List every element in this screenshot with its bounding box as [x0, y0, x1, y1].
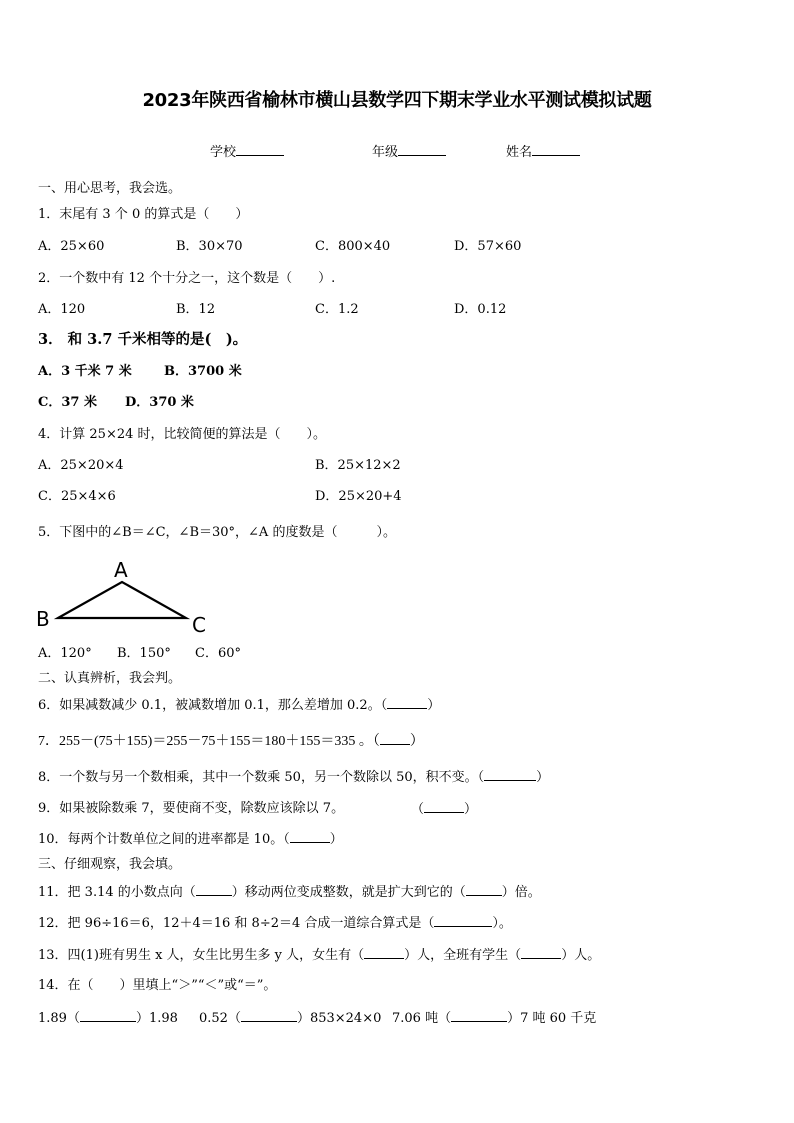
q2-option-a[interactable]: A．120: [38, 302, 86, 317]
question-6: [38, 696, 440, 715]
q14-e2-left: 0.52（: [199, 1011, 241, 1026]
vertex-label-a: A: [114, 558, 128, 582]
question-8: [38, 768, 549, 787]
q13-text-2: ）人，全班有学生（: [404, 948, 522, 963]
q13-blank-total[interactable]: [521, 946, 561, 959]
q5-option-c[interactable]: C．60°: [195, 646, 241, 661]
q4-option-b[interactable]: B．25×12×2: [315, 458, 401, 473]
question-7: [38, 732, 424, 751]
q4-option-c[interactable]: C．25×4×6: [38, 489, 116, 504]
school-label: 学校: [210, 145, 237, 160]
q1-option-c[interactable]: C．800×40: [315, 239, 391, 254]
paren-close: ）: [536, 770, 550, 785]
q14-expression-2: [199, 1009, 381, 1028]
q12-text-2: ）。: [492, 916, 512, 931]
q11-text-1: 11．把 3.14 的小数点向（: [38, 885, 196, 900]
question-10-text: 10．每两个计数单位之间的进率都是 10。: [38, 832, 284, 847]
q3-option-a[interactable]: A．3 千米 7 米: [38, 364, 132, 379]
q8-answer-blank[interactable]: [484, 768, 536, 781]
question-13: [38, 946, 600, 965]
q14-e3-left: 7.06 吨（: [392, 1011, 452, 1026]
question-6-text: 6．如果减数减少 0.1，被减数增加 0.1，那么差增加 0.2。: [38, 698, 381, 713]
q1-option-b[interactable]: B．30×70: [176, 239, 243, 254]
q4-option-a[interactable]: A．25×20×4: [38, 458, 124, 473]
q9-answer-blank[interactable]: [424, 800, 464, 813]
question-12: [38, 914, 512, 933]
q14-e2-right: ）853×24×0: [296, 1011, 382, 1026]
q13-text-3: ）人。: [561, 948, 601, 963]
grade-label: 年级: [372, 145, 399, 160]
q3-option-c[interactable]: C．37 米: [38, 395, 97, 410]
paren-open: （: [283, 832, 290, 847]
q4-option-d[interactable]: D．25×20+4: [315, 489, 402, 504]
grade-blank[interactable]: [398, 143, 446, 156]
vertex-label-c: C: [192, 613, 206, 636]
paren-open: （: [477, 770, 485, 785]
q2-option-b[interactable]: B．12: [176, 302, 216, 317]
q14-expression-1: [38, 1009, 178, 1028]
q3-option-b[interactable]: B．3700 米: [164, 364, 242, 379]
vertex-label-b: B: [36, 607, 50, 631]
question-1-stem: 1．末尾有 3 个 0 的算式是（ ）: [38, 207, 249, 222]
triangle-figure: [30, 556, 220, 636]
q14-e1-blank[interactable]: [80, 1009, 136, 1022]
section-heading-2: 二、认真辨析，我会判。: [38, 671, 182, 686]
name-label: 姓名: [506, 145, 533, 160]
q14-e3-blank[interactable]: [451, 1009, 507, 1022]
q6-answer-blank[interactable]: [387, 696, 427, 709]
paren-close: ）: [464, 802, 478, 817]
q12-text-1: 12．把 96÷16＝6，12＋4＝16 和 8÷2＝4 合成一道综合算式是（: [38, 916, 435, 931]
page-title: 2023年陕西省榆林市横山县数学四下期末学业水平测试模拟试题: [142, 90, 652, 111]
question-5-stem: 5．下图中的∠B＝∠C，∠B＝30°，∠A 的度数是（ ）。: [38, 525, 396, 540]
q13-text-1: 13．四(1)班有男生 x 人，女生比男生多 y 人，女生有（: [38, 948, 365, 963]
q14-e2-blank[interactable]: [241, 1009, 297, 1022]
section-heading-3: 三、仔细观察，我会填。: [38, 857, 182, 872]
q11-text-2: ）移动两位变成整数，就是扩大到它的（: [231, 885, 466, 900]
school-field: [210, 141, 284, 160]
paren-close: ）: [427, 698, 441, 713]
paren-open: （: [411, 802, 425, 817]
q14-expression-3: [392, 1009, 596, 1028]
question-10: [38, 830, 343, 849]
question-9-text: 9．如果被除数乘 7，要使商不变，除数应该除以 7。: [38, 801, 345, 816]
q14-e3-right: ）7 吨 60 千克: [507, 1011, 597, 1026]
q11-blank-direction[interactable]: [196, 883, 232, 896]
q2-option-c[interactable]: C．1.2: [315, 302, 359, 317]
question-11: [38, 883, 541, 902]
paren-close: ）: [329, 832, 343, 847]
q11-blank-times[interactable]: [466, 883, 502, 896]
section-heading-1: 一、用心思考，我会选。: [38, 181, 182, 196]
school-blank[interactable]: [236, 143, 284, 156]
q2-option-d[interactable]: D．0.12: [454, 302, 507, 317]
q5-option-b[interactable]: B．150°: [117, 646, 171, 661]
paren-open: （: [372, 734, 380, 749]
paren-open: （: [380, 698, 388, 713]
q1-option-a[interactable]: A．25×60: [38, 239, 105, 254]
grade-field: [372, 141, 446, 160]
q5-option-a[interactable]: A．120°: [38, 646, 92, 661]
q9-answer: [411, 800, 477, 819]
question-7-text: 7．255－(75＋155)＝255－75＋155＝180＋155＝335 。: [38, 734, 373, 749]
q7-answer-blank[interactable]: [380, 732, 410, 745]
q13-blank-girls[interactable]: [364, 946, 404, 959]
question-4-stem: 4．计算 25×24 时，比较简便的算法是（ ）。: [38, 427, 327, 442]
q14-e1-right: ）1.98: [135, 1011, 178, 1026]
q14-e1-left: 1.89（: [38, 1011, 80, 1026]
q3-option-d[interactable]: D．370 米: [125, 395, 194, 410]
q1-option-d[interactable]: D．57×60: [454, 239, 522, 254]
q10-answer-blank[interactable]: [290, 830, 330, 843]
name-blank[interactable]: [532, 143, 580, 156]
triangle-shape: [58, 582, 186, 618]
question-3-stem: 3． 和 3.7 千米相等的是( )。: [38, 331, 248, 348]
question-14-stem: 14．在（ ）里填上“＞”“＜”或“＝”。: [38, 978, 277, 993]
paren-close: ）: [409, 734, 424, 749]
question-8-text: 8．一个数与另一个数相乘，其中一个数乘 50，另一个数除以 50，积不变。: [38, 770, 478, 785]
question-9: [38, 800, 344, 818]
name-field: [506, 141, 580, 160]
q11-text-3: ）倍。: [501, 885, 541, 900]
q12-blank-expression[interactable]: [434, 914, 492, 927]
question-2-stem: 2．一个数中有 12 个十分之一，这个数是（ ）.: [38, 271, 336, 286]
